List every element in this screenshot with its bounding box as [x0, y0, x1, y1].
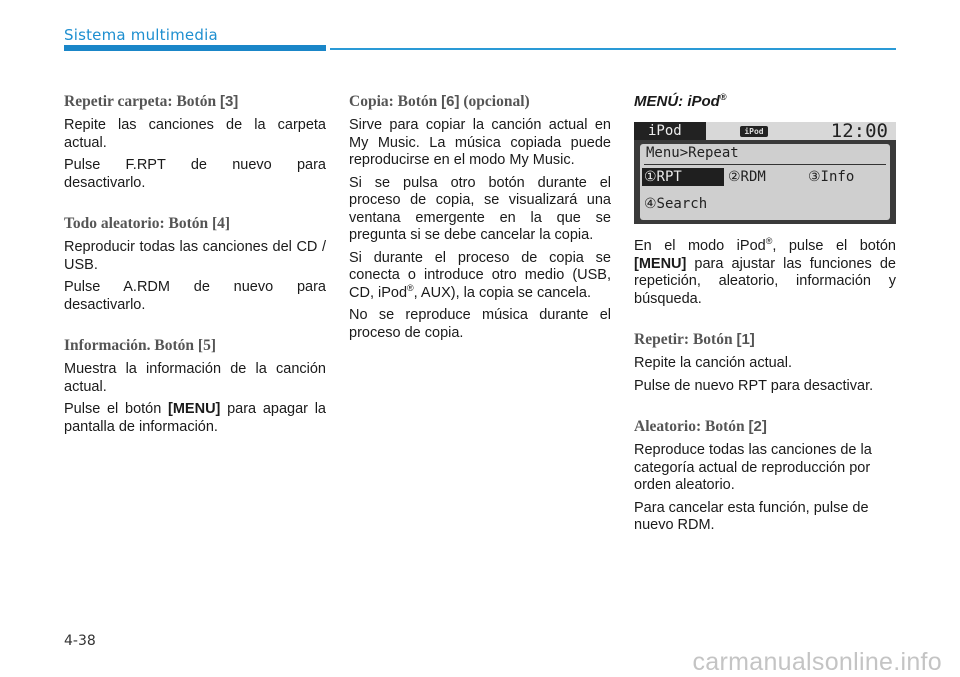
- screen-ipod-badge: iPod: [740, 126, 768, 137]
- paragraph: En el modo iPod®, pulse el botón [MENU] para ajustar las funciones de repetición, aleatorio, información y búsqueda.: [634, 236, 896, 307]
- screen-menu-divider: [644, 164, 886, 165]
- paragraph: Reproducir todas las canciones del CD / USB.: [64, 239, 326, 273]
- paragraph: Pulse de nuevo RPT para desactivar.: [634, 377, 874, 394]
- column-middle: [349, 92, 611, 347]
- heading-todo-aleatorio: Todo aleatorio: Botón [4]: [64, 215, 231, 232]
- screen-clock: 12:00: [830, 120, 888, 142]
- watermark: carmanualsonline.info: [692, 648, 942, 676]
- paragraph: Pulse el botón [MENU] para apagar la pantalla de información.: [64, 401, 326, 435]
- section-header-title: Sistema multimedia: [64, 26, 218, 44]
- header-accent-bar: [64, 45, 326, 51]
- screen-mode-tab: iPod: [634, 122, 706, 140]
- paragraph: Si durante el proceso de copia se conecta o introduce otro medio (USB, CD, iPod®, AUX), la copia se cancela.: [349, 249, 611, 301]
- heading-repetir-carpeta: Repetir carpeta: Botón [3]: [64, 93, 239, 110]
- paragraph: Repite las canciones de la carpeta actual.: [64, 117, 326, 151]
- ipod-menu-screen-illustration: [634, 122, 896, 224]
- paragraph: Sirve para copiar la canción actual en My Music. La música copiada puede reproducirse en el modo My Music.: [349, 117, 611, 168]
- heading-copia: Copia: Botón [6] (opcional): [349, 93, 530, 110]
- paragraph: Pulse A.RDM de nuevo para desactivarlo.: [64, 279, 326, 313]
- paragraph: Pulse F.RPT de nuevo para desactivarlo.: [64, 157, 326, 191]
- heading-informacion: Información. Botón [5]: [64, 337, 216, 354]
- header-divider-line: [330, 48, 896, 50]
- paragraph: Repite la canción actual.: [634, 355, 792, 371]
- screen-menu-item-rpt: ①RPT: [642, 168, 724, 186]
- screen-menu-item-search: ④Search: [644, 196, 708, 212]
- paragraph: Para cancelar esta función, pulse de nuevo RDM.: [634, 499, 869, 533]
- screen-menu-panel: [640, 144, 890, 220]
- screen-menu-heading: Menu>Repeat: [646, 145, 739, 161]
- paragraph: Muestra la información de la canción actual.: [64, 361, 326, 395]
- column-left: [64, 92, 326, 441]
- column-right: [634, 92, 896, 540]
- screen-menu-item-info: ③Info: [808, 169, 855, 185]
- heading-repetir: Repetir: Botón [1]: [634, 331, 755, 348]
- heading-aleatorio: Aleatorio: Botón [2]: [634, 418, 767, 435]
- paragraph: Si se pulsa otro botón durante el proceso de copia, se visualizará una ventana emergente en la que se pregunta si se debe cancelar la copia.: [349, 174, 611, 243]
- page-number: 4-38: [64, 633, 96, 649]
- screen-menu-item-rdm: ②RDM: [728, 169, 766, 185]
- paragraph: Reproduce todas las canciones de la categoría actual de reproducción por orden aleatorio.: [634, 442, 872, 493]
- paragraph: No se reproduce música durante el proceso de copia.: [349, 307, 611, 341]
- heading-menu-ipod: MENÚ: iPod®: [634, 92, 727, 110]
